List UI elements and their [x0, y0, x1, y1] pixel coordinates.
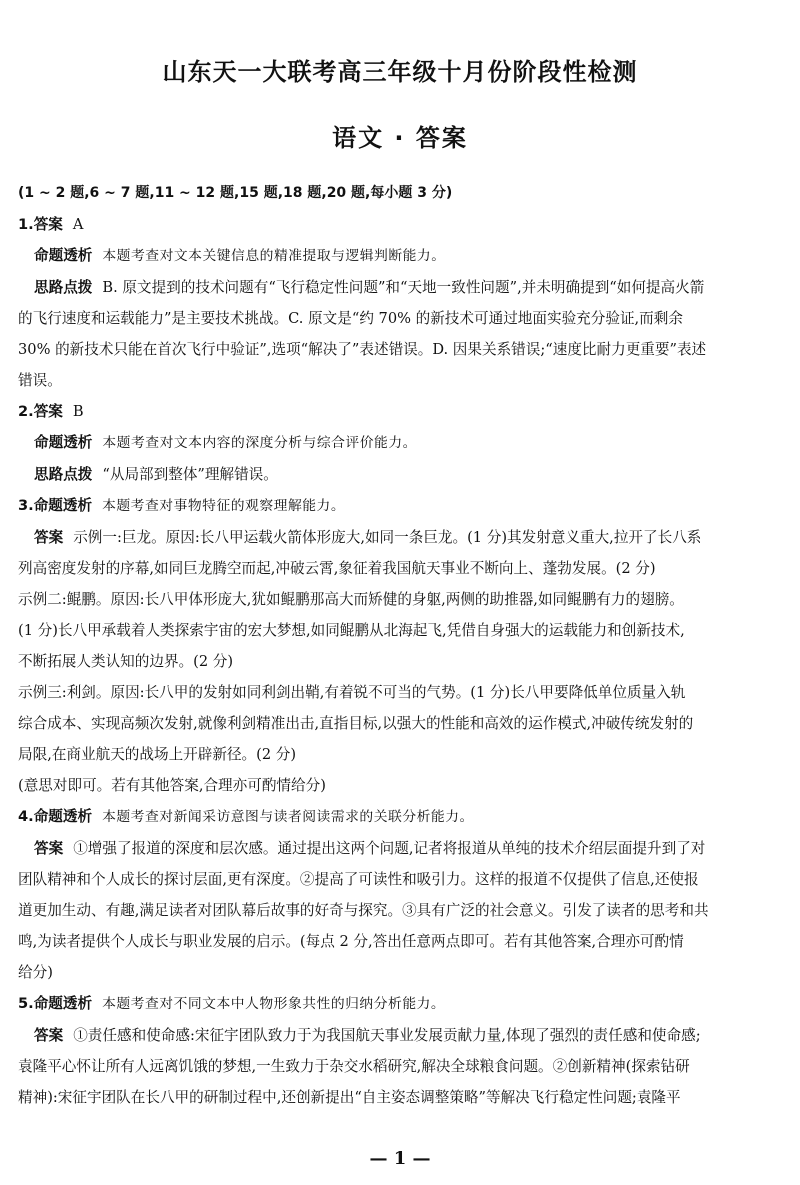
q3-text-8: 局限,在商业航天的战场上开辟新径。(2 分): [18, 746, 297, 763]
q3-text-6: 示例三:利剑。原因:长八甲的发射如同利剑出鞘,有着锐不可当的气势。(1 分)长八甲要降低单位质量入轨: [18, 684, 686, 701]
q5-text-3: 精神):宋征宇团队在长八甲的研制过程中,还创新提出“自主姿态调整策略”等解决飞行稳定性问题;袁隆平: [18, 1089, 681, 1106]
q3-text-2: 列高密度发射的序幕,如同巨龙腾空而起,冲破云霄,象征着我国航天事业不断向上、蓬勃发展。(2 分): [18, 560, 656, 577]
q5-analysis-line: [18, 988, 784, 1020]
q5-analysis-text: 本题考查对不同文本中人物形象共性的归纳分析能力。: [102, 996, 446, 1012]
q4-text-2: 团队精神和个人成长的探讨层面,更有深度。②提高了可读性和吸引力。这样的报道不仅提供了信息,还使报: [18, 871, 699, 888]
q2-number: 2.: [18, 403, 34, 420]
q2-hint-line: [18, 459, 784, 490]
q2-hint-text: “从局部到整体”理解错误。: [102, 466, 278, 483]
q2-hint-label: 思路点拨: [34, 466, 93, 483]
document-title: 山东天一大联考高三年级十月份阶段性检测: [162, 58, 638, 86]
q3-analysis-text: 本题考查对事物特征的观察理解能力。: [102, 498, 346, 514]
q4-analysis-line: [18, 801, 784, 833]
q1-analysis-text: 本题考查对文本关键信息的精准提取与逻辑判断能力。: [102, 248, 446, 264]
q1-answer-line: [18, 209, 784, 240]
q1-hint-text-1: B. 原文提到的技术问题有“飞行稳定性问题”和“天地一致性问题”,并未明确提到“如何提高火箭: [102, 279, 705, 296]
q1-analysis-label: 命题透析: [34, 247, 93, 264]
answer-content: [18, 178, 784, 1113]
q4-text-3: 道更加生动、有趣,满足读者对团队幕后故事的好奇与探究。③具有广泛的社会意义。引发了读者的思考和共: [18, 902, 709, 919]
q1-hint-text-2: 的飞行速度和运载能力”是主要技术挑战。C. 原文是“约 70% 的新技术可通过地面实验充分验证,而剩余: [18, 310, 683, 327]
q4-analysis-label: 命题透析: [33, 808, 93, 825]
q1-hint-text-4: 错误。: [18, 372, 62, 389]
scoring-note: (1 ~ 2 题,6 ~ 7 题,11 ~ 12 题,15 题,18 题,20 题,每小题 3 分): [18, 185, 453, 201]
q1-hint-text-3: 30% 的新技术只能在首次飞行中验证”,选项“解决了”表述错误。D. 因果关系错误;“速度比耐力更重要”表述: [18, 341, 707, 358]
q3-number: 3.: [18, 497, 34, 514]
q3-answer-line: [18, 522, 784, 553]
q3-analysis-line: [18, 490, 784, 522]
q1-hint-label: 思路点拨: [34, 279, 93, 296]
q4-text-4: 鸣,为读者提供个人成长与职业发展的启示。(每点 2 分,答出任意两点即可。若有其他答案,合理亦可酌情: [18, 933, 684, 950]
q3-text-1: 示例一:巨龙。原因:长八甲运载火箭体形庞大,如同一条巨龙。(1 分)其发射意义重大,拉开了长八系: [73, 529, 702, 546]
document-subtitle: 语文 · 答案: [332, 124, 468, 152]
q3-text-4: (1 分)长八甲承载着人类探索宇宙的宏大梦想,如同鲲鹏从北海起飞,凭借自身强大的运载能力和创新技术,: [18, 622, 685, 639]
q2-answer-label: 答案: [33, 403, 63, 420]
q1-hint-line: [18, 272, 784, 303]
q3-text-3: 示例二:鲲鹏。原因:长八甲体形庞大,犹如鲲鹏那高大而矫健的身躯,两侧的助推器,如同鲲鹏有力的翅膀。: [18, 591, 684, 608]
q3-analysis-label: 命题透析: [33, 497, 93, 514]
q4-answer-line: [18, 833, 784, 864]
q2-analysis-text: 本题考查对文本内容的深度分析与综合评价能力。: [102, 435, 417, 451]
page-number: — 1 —: [369, 1148, 431, 1169]
q5-text-2: 袁隆平心怀让所有人远离饥饿的梦想,一生致力于杂交水稻研究,解决全球粮食问题。②创新精神(探索钻研: [18, 1058, 690, 1075]
q5-answer-label: 答案: [34, 1027, 64, 1044]
q2-answer-line: [18, 396, 784, 427]
q2-answer-value: B: [72, 403, 84, 420]
q1-answer-value: A: [72, 216, 84, 233]
q2-analysis-line: [18, 427, 784, 459]
q3-answer-label: 答案: [34, 529, 64, 546]
q4-number: 4.: [18, 808, 34, 825]
q5-analysis-label: 命题透析: [33, 995, 93, 1012]
q4-text-1: ①增强了报道的深度和层次感。通过提出这两个问题,记者将报道从单纯的技术介绍层面提升到了对: [73, 840, 706, 857]
q1-number: 1.: [18, 216, 34, 233]
q3-text-7: 综合成本、实现高频次发射,就像利剑精准出击,直指目标,以强大的性能和高效的运作模式,冲破传统发射的: [18, 715, 694, 732]
q3-text-5: 不断拓展人类认知的边界。(2 分): [18, 653, 234, 670]
q4-analysis-text: 本题考查对新闻采访意图与读者阅读需求的关联分析能力。: [102, 809, 474, 825]
q5-answer-line: [18, 1020, 784, 1051]
q4-answer-label: 答案: [34, 840, 64, 857]
q1-analysis-line: [18, 240, 784, 272]
q3-text-9: (意思对即可。若有其他答案,合理亦可酌情给分): [18, 777, 326, 794]
q4-text-5: 给分): [18, 964, 53, 981]
q5-number: 5.: [18, 995, 34, 1012]
q1-answer-label: 答案: [33, 216, 63, 233]
q2-analysis-label: 命题透析: [34, 434, 93, 451]
q5-text-1: ①责任感和使命感:宋征宇团队致力于为我国航天事业发展贡献力量,体现了强烈的责任感和使命感;: [73, 1027, 701, 1044]
